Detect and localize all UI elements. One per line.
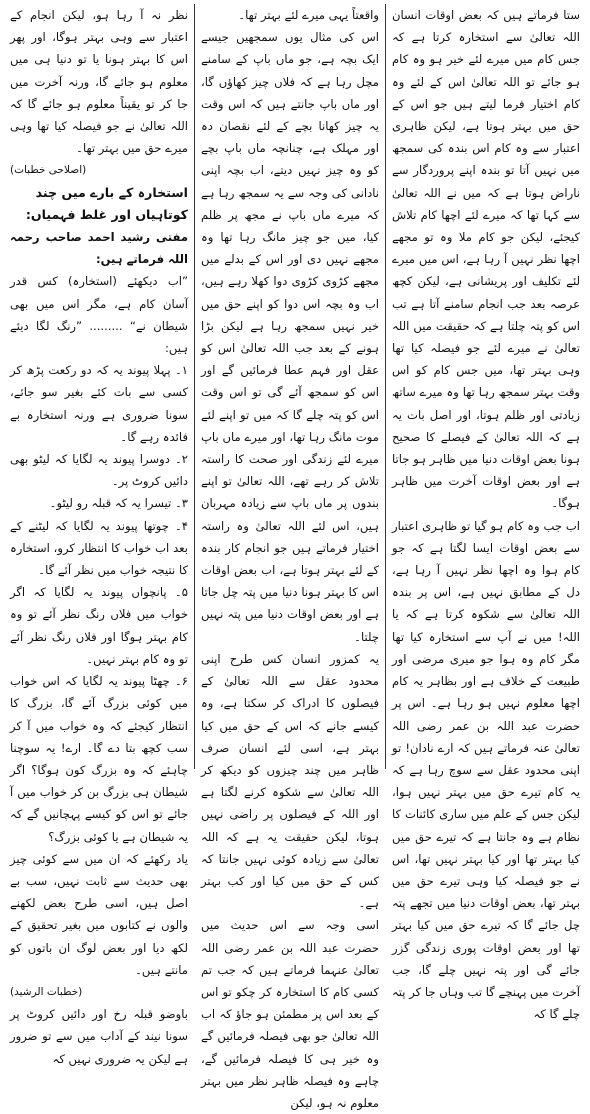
list-item: ۴۔ چوتھا پیوند یہ لگایا کہ لیٹنے کے بعد اب خواب کا انتظار کرو، استخارہ کا نتیجہ خواب میں نظر آئے گا۔ (10, 518, 188, 578)
section-heading: استخارہ کے بارے میں چند کوتاہیاں اور غلط فہمیاں: (25, 184, 188, 222)
text-column-right (386, 4, 586, 1022)
list-item: ۵۔ پانچواں پیوند یہ لگایا کہ اگر خواب میں فلاں رنگ نظر آئے تو وہ کام بہتر ہوگا اور فلاں رنگ نظر آئے تو وہ کام بہتر نہیں۔ (10, 585, 188, 666)
paragraph: نظر نہ آ رہا ہو، لیکن انجام کے اعتبار سے وہی بہتر ہوگا، اور پھر اس کا بہتر ہونا یا تو دنیا ہی میں معلوم ہو جائے گا، ورنہ آخرت میں جا کر تو یقیناً معلوم ہو جائے گا کہ اللہ تعالیٰ نے جو فیصلہ کیا تھا وہی میرے حق میں بہتر تھا۔ (10, 8, 188, 156)
text-column-middle (194, 4, 386, 1110)
paragraph: یاد رکھئے کہ ان میں سے کوئی چیز بھی حدیث سے ثابت نہیں، سب بے اصل ہیں، اسی طرح بعض لکھنے والوں نے کتابوں میں بغیر تحقیق کے لکھ دیا اور بعض لوگ ان باتوں کو مانتے ہیں۔ (10, 851, 188, 977)
paragraph: یہ کمزور انسان کس طرح اپنی محدود عقل سے اللہ تعالیٰ کے فیصلوں کا ادراک کر سکتا ہے، وہ کیسے جانے کہ اس کے حق میں کیا بہتر ہے، اسی لئے انسان صرف ظاہر میں چند چیزوں کو دیکھ کر اللہ تعالیٰ سے شکوہ کرنے لگتا ہے اور اللہ کے فیصلوں پر راضی نہیں ہوتا، لیکن حقیقت یہ ہے کہ اللہ تعالیٰ سے زیادہ کوئی نہیں جانتا کہ کس کے حق میں کیا اور کب بہتر ہے۔ (201, 651, 379, 911)
source-citation: (خطبات الرشید) (10, 985, 83, 998)
author-intro: مفتی رشید احمد صاحب رحمہ اللہ فرماتے ہیں: (10, 230, 188, 267)
list-item: ۲۔ دوسرا پیوند یہ لگایا کہ لیٹو بھی دائیں کروٹ پر۔ (10, 452, 188, 489)
paragraph: واقعتاً یہی میرے لئے بہتر تھا۔ (238, 8, 379, 22)
text-column-left (4, 4, 194, 1066)
paragraph: اس کی مثال یوں سمجھیں جیسے ایک بچہ ہے، جو ماں باپ کے سامنے مچل رہا ہے کہ فلاں چیز کھاؤں گا، اور ماں باپ جانتے ہیں کہ اس وقت یہ چیز کھانا بچے کے لئے نقصان دہ اور مہلک ہے، چنانچہ ماں باپ بچے کو وہ چیز نہیں دیتے، اب بچہ اپنی نادانی کی وجہ سے یہ سمجھ رہا ہے کہ میرے ماں باپ نے مجھ پر ظلم کیا، میں جو چیز مانگ رہا تھا وہ مجھے نہیں دی اور اس کے بدلے میں مجھے کڑوی کڑوی دوا کھلا رہے ہیں، اب وہ بچہ اس دوا کو اپنے حق میں خیر نہیں سمجھ رہا ہے لیکن بڑا ہونے کے بعد جب اللہ تعالیٰ اس کو عقل اور فہم عطا فرمائیں گے اور اس کو سمجھ آئے گی تو اس وقت اس کو پتہ چلے گا کہ میں تو اپنے لئے موت مانگ رہا تھا، اور میرے ماں باپ میرے لئے زندگی اور صحت کا راستہ تلاش کر رہے تھے، اللہ تعالیٰ تو اپنے بندوں پر ماں باپ سے زیادہ مہربان ہیں، اس لئے اللہ تعالیٰ وہ راستہ اختیار فرماتے ہیں جو انجام کار بندہ کے لئے بہتر ہوتا ہے، اب بعض اوقات اس کا بہتر ہونا دنیا میں پتہ چل جاتا ہے اور بعض اوقات دنیا میں پتہ نہیں چلتا۔ (201, 30, 379, 644)
paragraph: باوضو قبلہ رخ اور دائیں کروٹ پر سونا نیند کے آداب میں سے تو ضرور ہے لیکن یہ ضروری نہیں کہ (10, 1007, 188, 1066)
paragraph: اسی وجہ سے اس حدیث میں حضرت عبد اللہ بن عمر رضی اللہ تعالیٰ عنہما فرماتے ہیں کہ جب تم کسی کام کا استخارہ کر چکو تو اس کے بعد اس پر مطمئن ہو جاؤ کہ اب اللہ تعالیٰ جو بھی فیصلہ فرمائیں گے وہ خیر ہی کا فیصلہ فرمائیں گے، چاہے وہ فیصلہ ظاہر نظر میں بہتر معلوم نہ ہو، لیکن (201, 918, 379, 1110)
source-citation: (اصلاحی خطبات) (10, 164, 87, 177)
list-item: ۱۔ پہلا پیوند یہ کہ دو رکعت پڑھ کر کسی سے بات کئے بغیر سو جائے، سونا ضروری ہے ورنہ استخارہ بے فائدہ رہے گا۔ (10, 363, 188, 444)
paragraph: اب جب وہ کام ہو گیا تو ظاہری اعتبار سے بعض اوقات ایسا لگتا ہے کہ جو کام ہوا وہ اچھا نظر نہیں آ رہا ہے، دل کے مطابق نہیں ہے، اس پر بندہ اللہ تعالیٰ سے شکوہ کرتا ہے کہ یا اللہ! میں نے آپ سے استخارہ کیا تھا مگر کام وہ ہوا جو میری مرضی اور طبیعت کے خلاف ہے اور بظاہر یہ کام اچھا معلوم نہیں ہو رہا ہے۔ اس پر حضرت عبد اللہ بن عمر رضی اللہ تعالیٰ عنہ فرماتے ہیں کہ ارے نادان! تو اپنی محدود عقل سے سوچ رہا ہے کہ یہ کام تیرے حق میں بہتر نہیں ہوا، لیکن جس کے علم میں ساری کائنات کا نظام ہے وہ جانتا ہے کہ تیرے حق میں کیا بہتر تھا اور کیا بہتر نہیں تھا، اس نے جو فیصلہ کیا وہی تیرے حق میں بہتر تھا، بعض اوقات دنیا میں تجھے پتہ چل جائے گا کہ تیرے حق میں کیا بہتر تھا اور بعض اوقات پوری زندگی گزر جائے گی اور پتہ نہیں چلے گا، جب آخرت میں پہنچے گا تب وہاں جا کر پتہ چلے گا کہ (392, 518, 580, 1022)
paragraph: ستا فرماتے ہیں کہ بعض اوقات انسان اللہ تعالیٰ سے استخارہ کرتا ہے کہ جس کام میں میرے لئے خیر ہو وہ کام ہو جائے تو اللہ تعالیٰ اس کے لئے وہ کام اختیار فرما لیتے ہیں جو اس کے حق میں بہتر ہوتا ہے، لیکن ظاہری اعتبار سے وہ کام اس بندہ کی سمجھ میں نہیں آتا تو بندہ اپنے پروردگار سے ناراض ہوتا ہے کہ میں نے اللہ تعالیٰ سے کہا تھا کہ میرے لئے اچھا کام تلاش کیجئے، لیکن جو کام ملا وہ تو مجھے اچھا نظر نہیں آ رہا ہے، اس میں میرے لئے تکلیف اور پریشانی ہے، لیکن کچھ عرصہ بعد جب انجام سامنے آتا ہے تب اس کو پتہ چلتا ہے کہ حقیقت میں اللہ تعالیٰ نے میرے لئے جو فیصلہ کیا تھا وہی بہتر تھا، میں جس کام کو اس وقت بہتر سمجھ رہا تھا وہ میرے ساتھ زیادتی اور ظلم ہوتا، اور اصل بات یہ ہے کہ اللہ تعالیٰ کے فیصلے کا صحیح ہونا بعض اوقات دنیا میں ظاہر ہو جاتا ہے اور بعض اوقات آخرت میں ظاہر ہوگا۔ (392, 8, 580, 511)
quote-line: ”اب دیکھئے (استخارہ) کس قدر آسان کام ہے، مگر اس میں بھی شیطان نے“ ......... ”رنگ لگا دیئے ہیں: (10, 274, 188, 356)
list-item: ۳۔ تیسرا یہ کہ قبلہ رو لیٹو۔ (49, 496, 188, 511)
list-item: ۶۔ چھٹا پیوند یہ لگایا کہ اس خواب میں کوئی بزرگ آئے گا، بزرگ کا انتظار کیجئے کہ وہ خواب میں آ کر سب کچھ بتا دے گا۔ ارے! یہ سوچنا چاہئے کہ وہ بزرگ کون ہوگا؟ اگر شیطان ہی بزرگ بن کر خواب میں آ جائے تو اس کو کیسے پہچانیں گے کہ یہ شیطان ہے یا کوئی بزرگ؟ (10, 674, 188, 844)
